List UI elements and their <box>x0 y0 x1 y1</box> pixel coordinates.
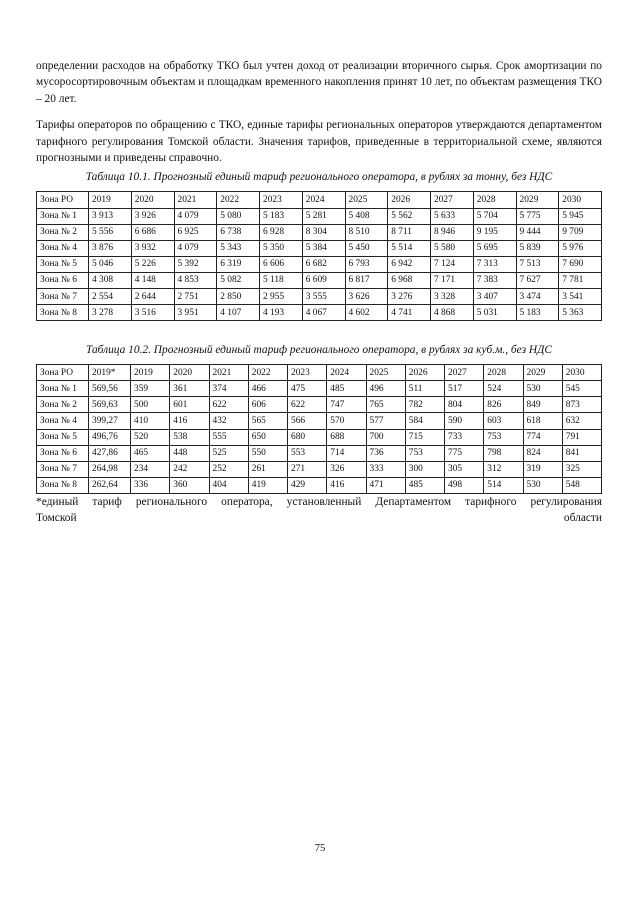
zone-label-cell: Зона № 4 <box>37 413 89 429</box>
tariff-value-cell: 530 <box>523 477 562 493</box>
footnote-oblast: области <box>563 511 602 524</box>
table1-header-cell: 2022 <box>217 192 260 208</box>
tariff-value-cell: 753 <box>405 445 444 461</box>
tariff-value-cell: 3 276 <box>388 289 431 305</box>
tariff-value-cell: 804 <box>445 397 484 413</box>
tariff-value-cell: 465 <box>131 445 170 461</box>
tariff-value-cell: 5 350 <box>260 240 303 256</box>
table-row <box>37 208 602 224</box>
tariff-value-cell: 4 067 <box>302 305 345 321</box>
tariff-value-cell: 618 <box>523 413 562 429</box>
tariff-value-cell: 3 328 <box>431 289 474 305</box>
table2-header-cell: 2022 <box>248 365 287 381</box>
zone-label-cell: Зона № 6 <box>37 445 89 461</box>
zone-label-cell: Зона № 2 <box>37 397 89 413</box>
tariff-value-cell: 622 <box>288 397 327 413</box>
tariff-value-cell: 7 383 <box>473 272 516 288</box>
tariff-value-cell: 6 606 <box>260 256 303 272</box>
tariff-value-cell: 3 474 <box>516 289 559 305</box>
tariff-value-cell: 548 <box>562 477 601 493</box>
tariff-value-cell: 826 <box>484 397 523 413</box>
tariff-value-cell: 498 <box>445 477 484 493</box>
tariff-value-cell: 765 <box>366 397 405 413</box>
table1-header-cell: 2019 <box>89 192 132 208</box>
tariff-value-cell: 410 <box>131 413 170 429</box>
tariff-value-cell: 8 304 <box>302 224 345 240</box>
tariff-value-cell: 566 <box>288 413 327 429</box>
tariff-value-cell: 8 510 <box>345 224 388 240</box>
tariff-value-cell: 466 <box>248 381 287 397</box>
tariff-value-cell: 242 <box>170 461 209 477</box>
table-row <box>37 272 602 288</box>
tariff-value-cell: 485 <box>405 477 444 493</box>
table1-header-cell: 2029 <box>516 192 559 208</box>
table1-header-cell: 2021 <box>174 192 217 208</box>
tariff-value-cell: 361 <box>170 381 209 397</box>
tariff-value-cell: 3 541 <box>559 289 602 305</box>
tariff-value-cell: 5 514 <box>388 240 431 256</box>
tariff-value-cell: 4 741 <box>388 305 431 321</box>
tariff-value-cell: 5 775 <box>516 208 559 224</box>
tariff-value-cell: 326 <box>327 461 366 477</box>
table1-header-cell: 2024 <box>302 192 345 208</box>
tariff-value-cell: 5 392 <box>174 256 217 272</box>
tariff-value-cell: 680 <box>288 429 327 445</box>
tariff-value-cell: 774 <box>523 429 562 445</box>
tariff-value-cell: 252 <box>209 461 248 477</box>
tariff-value-cell: 3 913 <box>89 208 132 224</box>
tariff-value-cell: 261 <box>248 461 287 477</box>
tariff-value-cell: 9 444 <box>516 224 559 240</box>
tariff-value-cell: 3 926 <box>131 208 174 224</box>
table2-header-cell: 2027 <box>445 365 484 381</box>
table1-caption: Таблица 10.1. Прогнозный единый тариф регионального оператора, в рублях за тонну, без НДС <box>85 171 553 184</box>
tariff-value-cell: 5 281 <box>302 208 345 224</box>
tariff-value-cell: 4 079 <box>174 240 217 256</box>
zone-label-cell: Зона № 5 <box>37 256 89 272</box>
zone-label-cell: Зона № 8 <box>37 305 89 321</box>
tariff-value-cell: 5 704 <box>473 208 516 224</box>
tariff-value-cell: 404 <box>209 477 248 493</box>
tariff-value-cell: 538 <box>170 429 209 445</box>
tariff-value-cell: 5 183 <box>516 305 559 321</box>
table1-header-cell: 2023 <box>260 192 303 208</box>
tariff-value-cell: 319 <box>523 461 562 477</box>
tariff-value-cell: 336 <box>131 477 170 493</box>
table2-header-cell: 2028 <box>484 365 523 381</box>
table-row <box>37 305 602 321</box>
tariff-table-cubic <box>36 364 602 494</box>
tariff-value-cell: 7 513 <box>516 256 559 272</box>
table-row <box>37 397 602 413</box>
zone-label-cell: Зона № 7 <box>37 461 89 477</box>
table1-header-row <box>37 192 602 208</box>
tariff-value-cell: 7 690 <box>559 256 602 272</box>
tariff-value-cell: 753 <box>484 429 523 445</box>
tariff-value-cell: 650 <box>248 429 287 445</box>
tariff-value-cell: 849 <box>523 397 562 413</box>
table1-header-cell: 2027 <box>431 192 474 208</box>
tariff-value-cell: 2 751 <box>174 289 217 305</box>
tariff-value-cell: 590 <box>445 413 484 429</box>
tariff-value-cell: 688 <box>327 429 366 445</box>
tariff-value-cell: 419 <box>248 477 287 493</box>
tariff-value-cell: 791 <box>562 429 601 445</box>
page-number: 75 <box>314 843 326 854</box>
tariff-value-cell: 7 781 <box>559 272 602 288</box>
table-row <box>37 240 602 256</box>
tariff-value-cell: 262,64 <box>89 477 131 493</box>
tariff-value-cell: 496,76 <box>89 429 131 445</box>
zone-label-cell: Зона № 2 <box>37 224 89 240</box>
tariff-value-cell: 873 <box>562 397 601 413</box>
tariff-value-cell: 2 644 <box>131 289 174 305</box>
tariff-value-cell: 517 <box>445 381 484 397</box>
tariff-value-cell: 6 319 <box>217 256 260 272</box>
table2-header-cell: 2024 <box>327 365 366 381</box>
tariff-value-cell: 7 171 <box>431 272 474 288</box>
tariff-value-cell: 601 <box>170 397 209 413</box>
tariff-value-cell: 3 951 <box>174 305 217 321</box>
tariff-value-cell: 234 <box>131 461 170 477</box>
tariff-value-cell: 747 <box>327 397 366 413</box>
tariff-value-cell: 569,56 <box>89 381 131 397</box>
table2-header-cell: 2029 <box>523 365 562 381</box>
tariff-value-cell: 700 <box>366 429 405 445</box>
tariff-value-cell: 2 850 <box>217 289 260 305</box>
tariff-value-cell: 4 308 <box>89 272 132 288</box>
table2-header-cell: 2025 <box>366 365 405 381</box>
tariff-value-cell: 5 183 <box>260 208 303 224</box>
tariff-value-cell: 514 <box>484 477 523 493</box>
footnote-line-2 <box>36 510 602 526</box>
tariff-value-cell: 359 <box>131 381 170 397</box>
tariff-value-cell: 632 <box>562 413 601 429</box>
table-row <box>37 461 602 477</box>
tariff-value-cell: 841 <box>562 445 601 461</box>
tariff-value-cell: 6 942 <box>388 256 431 272</box>
tariff-value-cell: 5 945 <box>559 208 602 224</box>
tariff-value-cell: 2 955 <box>260 289 303 305</box>
tariff-value-cell: 545 <box>562 381 601 397</box>
tariff-value-cell: 485 <box>327 381 366 397</box>
table2-header-cell: 2030 <box>562 365 601 381</box>
tariff-value-cell: 4 853 <box>174 272 217 288</box>
tariff-value-cell: 782 <box>405 397 444 413</box>
tariff-value-cell: 577 <box>366 413 405 429</box>
tariff-value-cell: 5 082 <box>217 272 260 288</box>
tariff-value-cell: 333 <box>366 461 405 477</box>
tariff-value-cell: 524 <box>484 381 523 397</box>
table-row <box>37 289 602 305</box>
tariff-value-cell: 432 <box>209 413 248 429</box>
tariff-value-cell: 5 633 <box>431 208 474 224</box>
tariff-value-cell: 622 <box>209 397 248 413</box>
tariff-value-cell: 5 118 <box>260 272 303 288</box>
tariff-value-cell: 6 609 <box>302 272 345 288</box>
tariff-value-cell: 5 408 <box>345 208 388 224</box>
tariff-value-cell: 4 148 <box>131 272 174 288</box>
tariff-value-cell: 6 925 <box>174 224 217 240</box>
tariff-value-cell: 6 928 <box>260 224 303 240</box>
tariff-value-cell: 4 868 <box>431 305 474 321</box>
tariff-value-cell: 305 <box>445 461 484 477</box>
tariff-value-cell: 5 226 <box>131 256 174 272</box>
tariff-value-cell: 530 <box>523 381 562 397</box>
paragraph-2: Тарифы операторов по обращению с ТКО, единые тарифы региональных операторов утверждаются департаментом тарифного регулирования Томской области. Значения тарифов, приведенные в территориальной схеме, являются прогнозными и приведены справочно. <box>36 119 602 165</box>
tariff-value-cell: 360 <box>170 477 209 493</box>
tariff-value-cell: 9 195 <box>473 224 516 240</box>
tariff-value-cell: 475 <box>288 381 327 397</box>
tariff-value-cell: 5 450 <box>345 240 388 256</box>
tariff-value-cell: 4 193 <box>260 305 303 321</box>
tariff-value-cell: 496 <box>366 381 405 397</box>
paragraph-1: определении расходов на обработку ТКО был учтен доход от реализации вторичного сырья. Срок амортизации по мусоросортировочным объектам и площадкам временного накопления принят 10 лет, по объектам размещения ТКО – 20 лет. <box>36 60 602 105</box>
footnote-line-1: *единый тариф регионального оператора, установленный Департаментом тарифного регулирования <box>36 495 602 508</box>
tariff-value-cell: 6 738 <box>217 224 260 240</box>
table-row <box>37 477 602 493</box>
document-page <box>36 58 602 526</box>
table2-header-cell: 2019 <box>131 365 170 381</box>
footnote-region: Томской <box>36 511 77 524</box>
zone-label-cell: Зона № 8 <box>37 477 89 493</box>
table1-header-cell: 2030 <box>559 192 602 208</box>
tariff-value-cell: 427,86 <box>89 445 131 461</box>
tariff-value-cell: 525 <box>209 445 248 461</box>
tariff-value-cell: 553 <box>288 445 327 461</box>
tariff-value-cell: 9 709 <box>559 224 602 240</box>
tariff-value-cell: 5 080 <box>217 208 260 224</box>
tariff-value-cell: 775 <box>445 445 484 461</box>
tariff-value-cell: 714 <box>327 445 366 461</box>
table1-header-cell: 2026 <box>388 192 431 208</box>
tariff-value-cell: 471 <box>366 477 405 493</box>
tariff-value-cell: 8 711 <box>388 224 431 240</box>
tariff-value-cell: 7 124 <box>431 256 474 272</box>
zone-label-cell: Зона № 7 <box>37 289 89 305</box>
tariff-value-cell: 300 <box>405 461 444 477</box>
tariff-value-cell: 606 <box>248 397 287 413</box>
tariff-value-cell: 4 602 <box>345 305 388 321</box>
zone-label-cell: Зона № 6 <box>37 272 89 288</box>
zone-label-cell: Зона № 4 <box>37 240 89 256</box>
tariff-value-cell: 3 516 <box>131 305 174 321</box>
tariff-value-cell: 4 107 <box>217 305 260 321</box>
tariff-value-cell: 511 <box>405 381 444 397</box>
tariff-value-cell: 584 <box>405 413 444 429</box>
tariff-value-cell: 3 876 <box>89 240 132 256</box>
tariff-value-cell: 6 817 <box>345 272 388 288</box>
tariff-value-cell: 3 932 <box>131 240 174 256</box>
tariff-value-cell: 5 580 <box>431 240 474 256</box>
tariff-value-cell: 448 <box>170 445 209 461</box>
tariff-value-cell: 6 968 <box>388 272 431 288</box>
table2-caption: Таблица 10.2. Прогнозный единый тариф регионального оператора, в рублях за куб.м., без НДС <box>86 344 552 357</box>
tariff-value-cell: 8 946 <box>431 224 474 240</box>
tariff-value-cell: 264,98 <box>89 461 131 477</box>
tariff-value-cell: 2 554 <box>89 289 132 305</box>
tariff-value-cell: 7 627 <box>516 272 559 288</box>
tariff-value-cell: 5 695 <box>473 240 516 256</box>
tariff-value-cell: 5 562 <box>388 208 431 224</box>
tariff-value-cell: 5 031 <box>473 305 516 321</box>
table2-header-row <box>37 365 602 381</box>
tariff-value-cell: 6 682 <box>302 256 345 272</box>
tariff-value-cell: 500 <box>131 397 170 413</box>
table-row <box>37 224 602 240</box>
tariff-value-cell: 416 <box>327 477 366 493</box>
tariff-value-cell: 6 793 <box>345 256 388 272</box>
tariff-value-cell: 736 <box>366 445 405 461</box>
tariff-value-cell: 3 555 <box>302 289 345 305</box>
tariff-value-cell: 5 556 <box>89 224 132 240</box>
tariff-value-cell: 374 <box>209 381 248 397</box>
table1-header-cell: Зона РО <box>37 192 89 208</box>
tariff-value-cell: 7 313 <box>473 256 516 272</box>
tariff-value-cell: 4 079 <box>174 208 217 224</box>
tariff-value-cell: 570 <box>327 413 366 429</box>
table1-header-cell: 2028 <box>473 192 516 208</box>
table-row <box>37 256 602 272</box>
tariff-value-cell: 325 <box>562 461 601 477</box>
tariff-value-cell: 569,63 <box>89 397 131 413</box>
table2-header-cell: 2019* <box>89 365 131 381</box>
table2-header-cell: 2021 <box>209 365 248 381</box>
tariff-value-cell: 5 363 <box>559 305 602 321</box>
table-row <box>37 445 602 461</box>
table1-header-cell: 2020 <box>131 192 174 208</box>
tariff-value-cell: 399,27 <box>89 413 131 429</box>
tariff-value-cell: 733 <box>445 429 484 445</box>
tariff-value-cell: 5 343 <box>217 240 260 256</box>
tariff-value-cell: 271 <box>288 461 327 477</box>
tariff-value-cell: 565 <box>248 413 287 429</box>
table-row <box>37 413 602 429</box>
tariff-value-cell: 5 976 <box>559 240 602 256</box>
table1-header-cell: 2025 <box>345 192 388 208</box>
table2-header-cell: 2026 <box>405 365 444 381</box>
tariff-value-cell: 416 <box>170 413 209 429</box>
tariff-value-cell: 5 839 <box>516 240 559 256</box>
tariff-value-cell: 6 686 <box>131 224 174 240</box>
tariff-value-cell: 5 046 <box>89 256 132 272</box>
tariff-value-cell: 798 <box>484 445 523 461</box>
tariff-value-cell: 429 <box>288 477 327 493</box>
tariff-value-cell: 520 <box>131 429 170 445</box>
tariff-value-cell: 715 <box>405 429 444 445</box>
tariff-value-cell: 555 <box>209 429 248 445</box>
zone-label-cell: Зона № 1 <box>37 381 89 397</box>
table2-header-cell: 2023 <box>288 365 327 381</box>
tariff-value-cell: 3 626 <box>345 289 388 305</box>
tariff-value-cell: 3 278 <box>89 305 132 321</box>
tariff-value-cell: 550 <box>248 445 287 461</box>
tariff-value-cell: 3 407 <box>473 289 516 305</box>
table2-header-cell: Зона РО <box>37 365 89 381</box>
tariff-value-cell: 824 <box>523 445 562 461</box>
zone-label-cell: Зона № 5 <box>37 429 89 445</box>
tariff-value-cell: 312 <box>484 461 523 477</box>
table2-header-cell: 2020 <box>170 365 209 381</box>
table-row <box>37 381 602 397</box>
tariff-value-cell: 5 384 <box>302 240 345 256</box>
table-row <box>37 429 602 445</box>
tariff-table-tonne <box>36 191 602 321</box>
zone-label-cell: Зона № 1 <box>37 208 89 224</box>
tariff-value-cell: 603 <box>484 413 523 429</box>
